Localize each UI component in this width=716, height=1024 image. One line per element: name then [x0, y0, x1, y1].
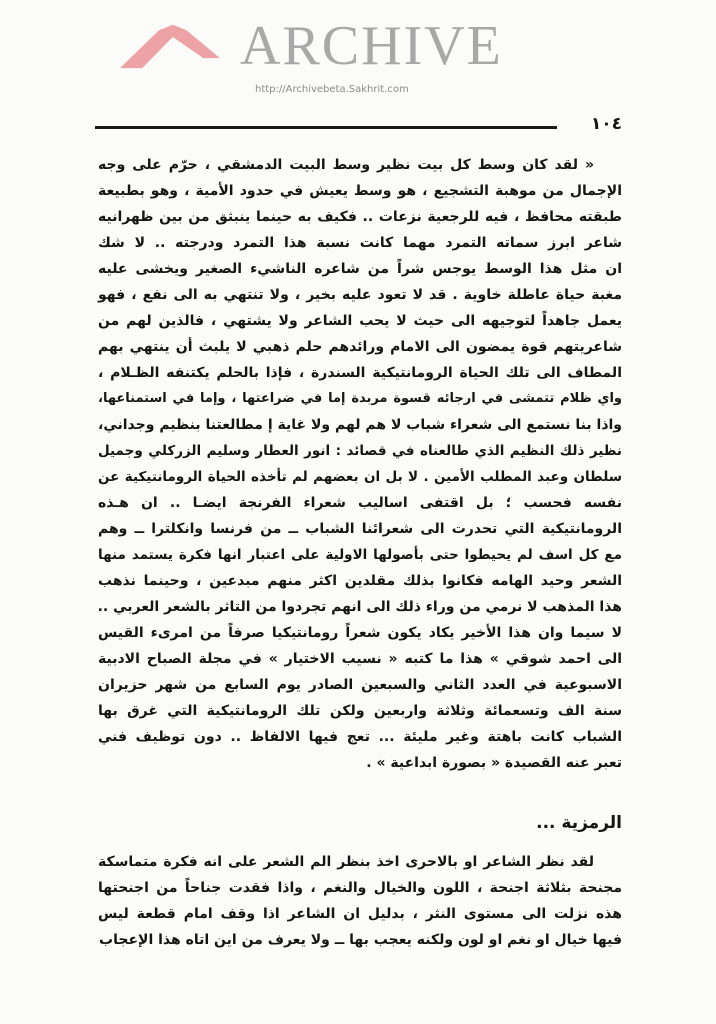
text-line: نفسه فحسب ؛ بل اقتفى اساليب شعراء الفرنجة ايضـا .. ان هـذه [98, 495, 622, 511]
text-line: مجنحة بثلاثة اجنحة ، اللون والخيال والنغم ، واذا فقدت جناحاً من اجنحتها [98, 880, 622, 896]
text-line: الشباب كانت باهتة وغير مليئة ... تعج فيها الالفاظ .. دون توظيف فني [98, 729, 622, 745]
text-line: واي ظلام تتمشى في ارجائه قسوة مربدة إما في ضراعتها ، وإما في استمناعها، [98, 391, 622, 406]
text-line: شاعريتهم قوة يمضون الى الامام ورائدهم حلم ذهبي لا يلبث أن ينتهي بهم [98, 339, 622, 355]
text-line: مغبة حياة عاطلة خاوية . قد لا تعود عليه بخير ، ولا تنتهي به الى نفع ، فهو [98, 287, 622, 303]
text-line: الرومانتيكية التي تحدرت الى شعرائنا الشباب ــ من فرنسا وانكلترا ــ وهم [98, 521, 622, 537]
header-rule [95, 126, 557, 129]
text-line: الاسبوعية في العدد الثاني والسبعين الصادر يوم السابع من شهر حزيران [98, 677, 622, 693]
page-number: ١٠٤ [590, 114, 622, 134]
text-line: لا سيما وان هذا الأخير يكاد يكون شعراً رومانتيكيا صرفاً من امرىء القيس [98, 625, 622, 641]
section-heading: الرمزية ... [536, 813, 622, 833]
watermark-url: http://Archivebeta.Sakhrit.com [255, 84, 409, 95]
text-line: الى احمد شوقي » هذا ما كتبه « نسيب الاختيار » في مجلة الصباح الادبية [98, 651, 622, 667]
watermark-logo-icon [120, 24, 220, 70]
text-line: طبقته محافظ ، فيه للرجعية نزعات .. فكيف به حينما ينبثق من بين ظهرانيه [98, 209, 622, 225]
text-line: تعبر عنه القصيدة « بصورة ابداعية » . [366, 755, 622, 771]
text-line: المطاف الى تلك الحياة الرومانتيكية السندرة ، فإذا بالحلم يكتنفه الظـلام ، [98, 365, 622, 381]
text-line: مع كل اسف لم يحيطوا حتى بأصولها الاولية على اعتبار انها فكرة يستمد منها [98, 547, 622, 563]
text-line: الإجمال من موهبة التشجيع ، هو وسط يعيش في حدود الأمية ، وهو بطبيعة [98, 183, 622, 199]
text-line: هذا المذهب لا نرمي من وراء ذلك الى انهم تجردوا من التاثر بالشعر العربي .. [97, 599, 622, 615]
text-line: يعمل جاهداً لتوجيهه الى حيث لا يحب الشاعر ولا يشتهي ، فالذين لهم من [98, 313, 622, 329]
text-line: ان مثل هذا الوسط يوجس شراً من شاعره الناشيء الصغير ويخشى عليه [98, 261, 622, 277]
text-line: واذا بنا نستمع الى شعراء شباب لا هم لهم ولا غاية إ مطالعتنا بنظيم وجداني، [98, 417, 622, 433]
text-line: فيها خيال او نغم او لون ولكنه يعجب بها ــ ولا يعرف من اين اتاه هذا الإعجاب [99, 932, 622, 948]
text-line: هذه نزلت الى مستوى النثر ، بدليل ان الشاعر اذا وقف امام قطعة ليس [98, 906, 622, 922]
text-line: « لقد كان وسط كل بيت نظير وسط البيت الدمشقي ، حرّم على وجه [98, 157, 594, 173]
text-line: سلطان وعبد المطلب الأمين . لا بل ان بعضهم لم تأخذه الحياة الرومانتيكية عن [98, 469, 622, 485]
watermark-text: ARCHIVE [240, 15, 503, 77]
text-line: الشعر وحيد الهامه فكانوا بذلك مقلدين اكثر منهم مبدعين ، وحينما نذهب [98, 573, 622, 589]
text-line: نظير ذلك النظيم الذي طالعناه في قصائد : انور العطار وسليم الزركلي وجميل [98, 443, 622, 459]
text-line: سنة الف وتسعمائة وثلاثة واربعين ولكن تلك الرومانتيكية التي غرق بها [98, 703, 622, 719]
text-line: شاعر ابرز سماته التمرد مهما كانت نسبة هذا التمرد ودرجته .. لا شك [98, 235, 622, 251]
text-line: لقد نظر الشاعر او بالاحرى اخذ بنظر الم الشعر على انه فكرة متماسكة [98, 854, 594, 870]
